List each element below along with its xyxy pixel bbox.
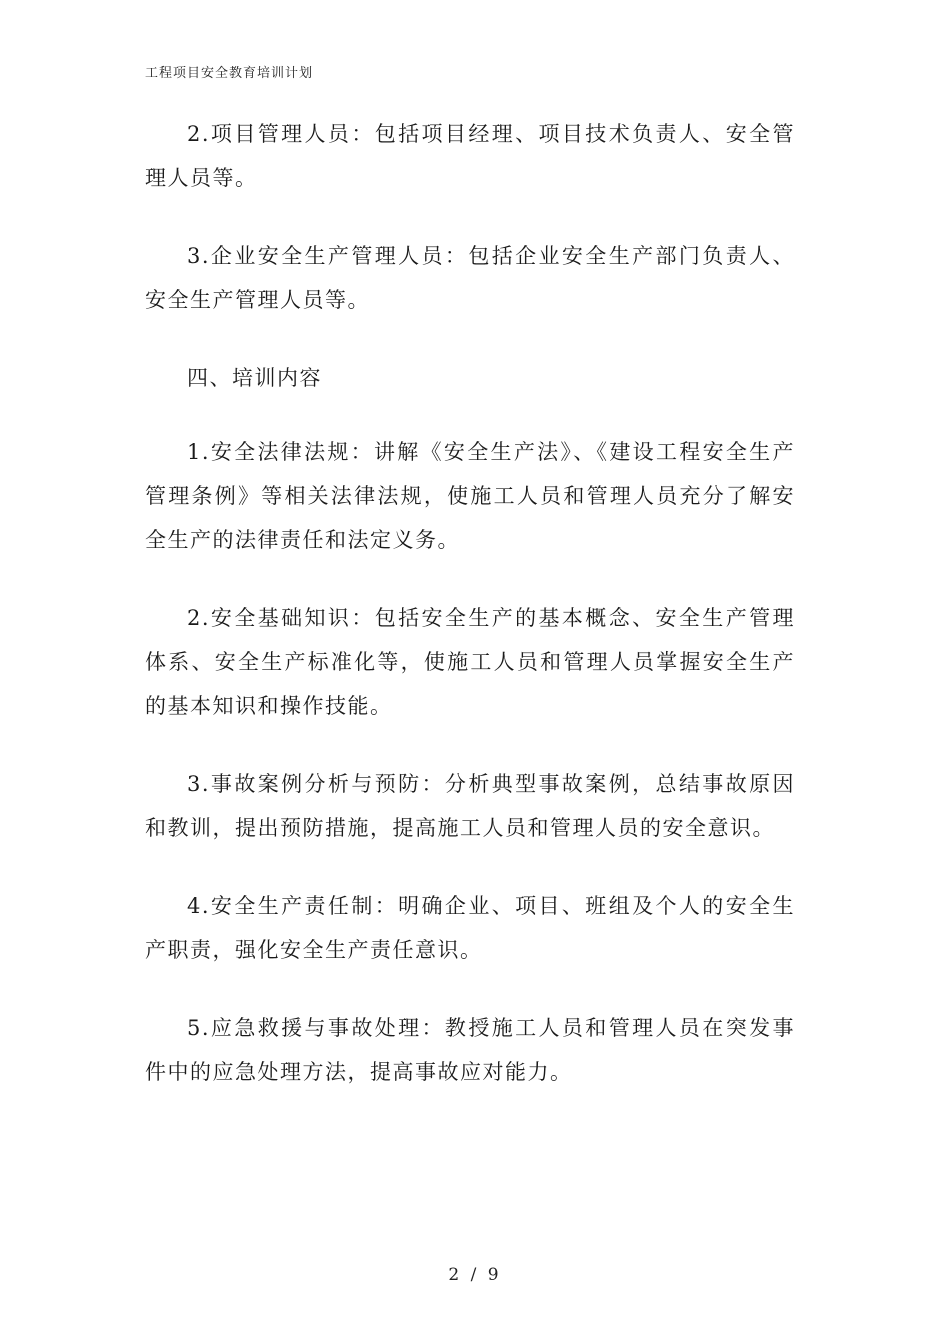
paragraph-safety-responsibility: 4.安全生产责任制：明确企业、项目、班组及个人的安全生产职责，强化安全生产责任意识。: [145, 894, 795, 962]
document-header-title: 工程项目安全教育培训计划: [145, 66, 314, 81]
document-body: [145, 112, 795, 1128]
paragraph-project-managers: 2.项目管理人员：包括项目经理、项目技术负责人、安全管理人员等。: [145, 122, 795, 190]
paragraph-enterprise-safety-managers: 3.企业安全生产管理人员：包括企业安全生产部门负责人、安全生产管理人员等。: [145, 244, 795, 312]
paragraph-safety-basics: 2.安全基础知识：包括安全生产的基本概念、安全生产管理体系、安全生产标准化等，使施工人员和管理人员掌握安全生产的基本知识和操作技能。: [145, 606, 795, 718]
page-number: 2 / 9: [448, 1265, 502, 1285]
paragraph-accident-case-analysis: 3.事故案例分析与预防：分析典型事故案例，总结事故原因和教训，提出预防措施，提高施工人员和管理人员的安全意识。: [145, 772, 795, 840]
section-heading-training-content: 四、培训内容: [187, 366, 322, 390]
paragraph-emergency-rescue: 5.应急救援与事故处理：教授施工人员和管理人员在突发事件中的应急处理方法，提高事故应对能力。: [145, 1016, 795, 1084]
paragraph-safety-laws: 1.安全法律法规：讲解《安全生产法》、《建设工程安全生产管理条例》等相关法律法规，使施工人员和管理人员充分了解安全生产的法律责任和法定义务。: [145, 440, 795, 552]
